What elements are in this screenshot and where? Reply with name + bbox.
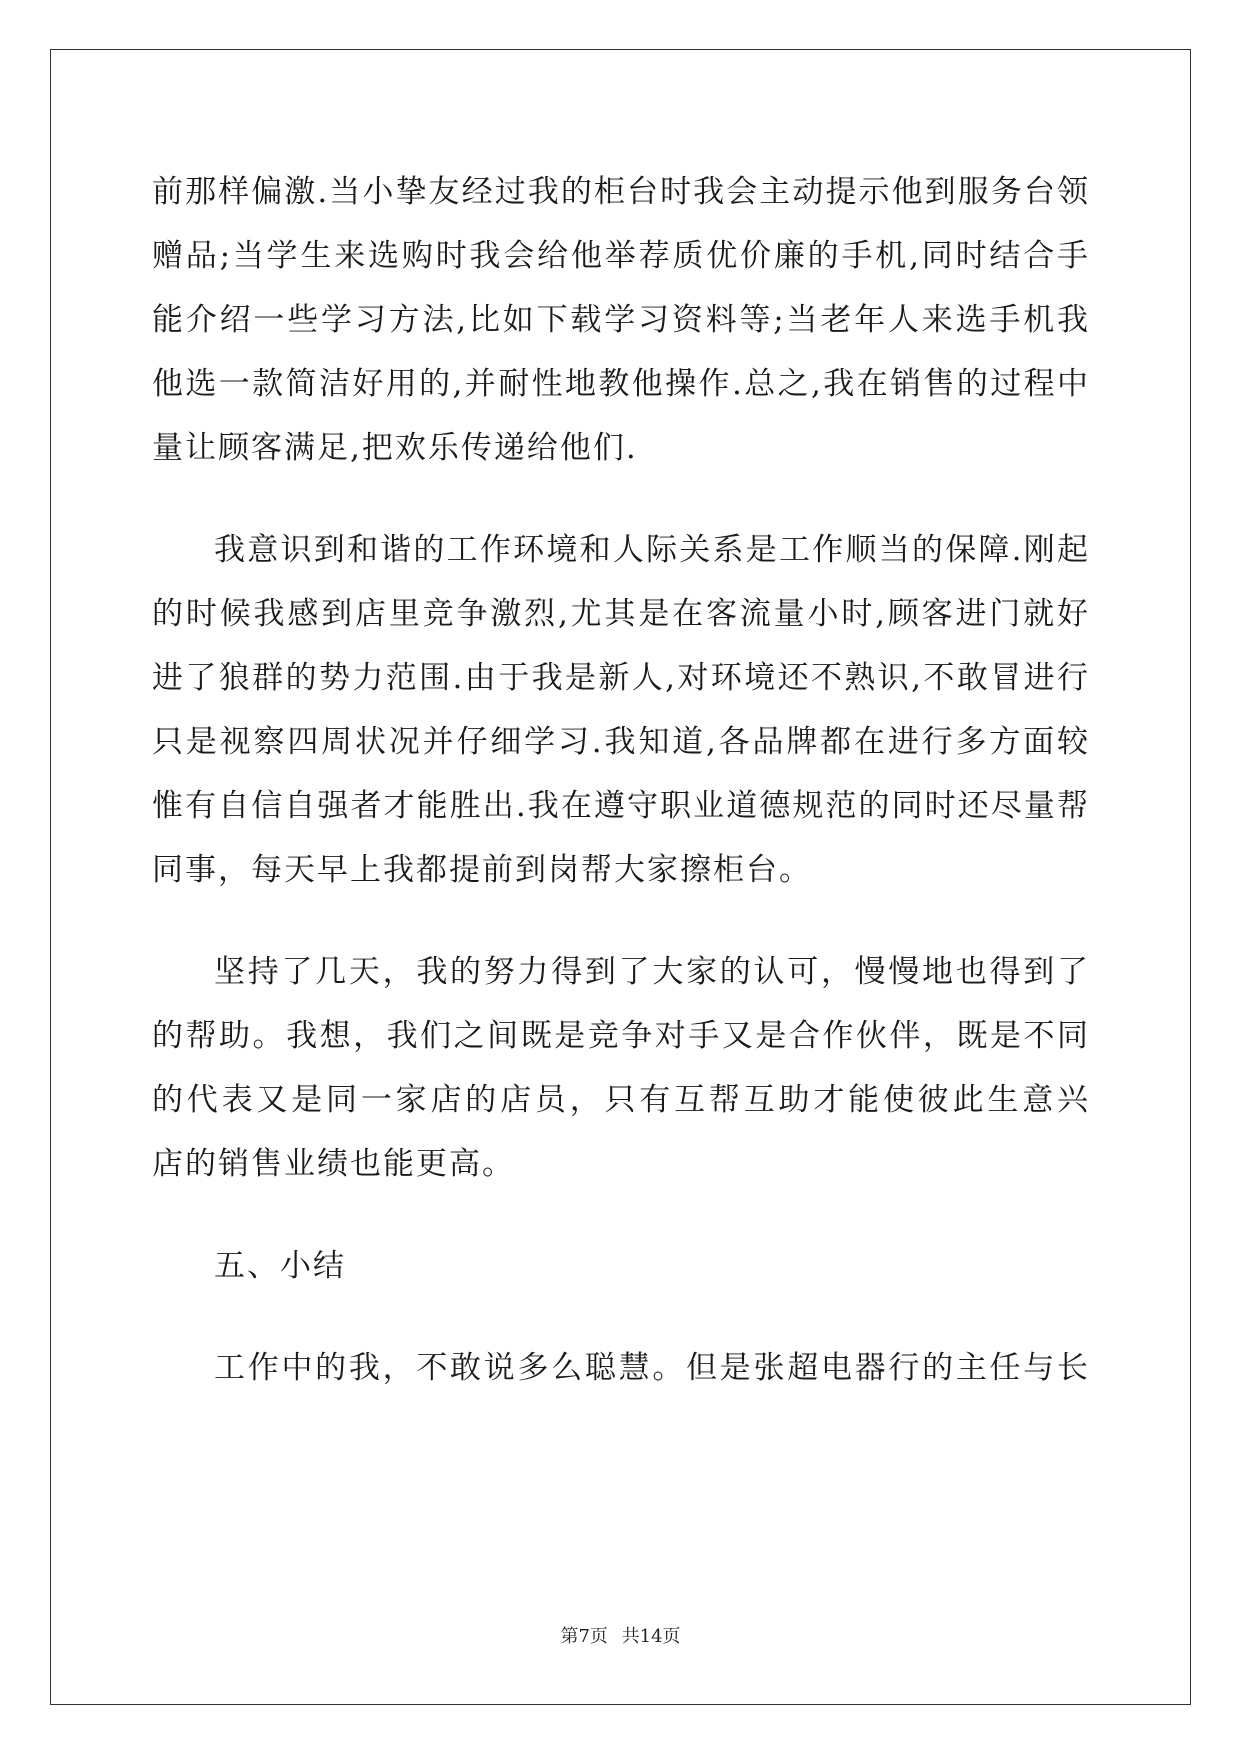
text-line: 他选一款简洁好用的,并耐性地教他操作.总之,我在销售的过程中 (152, 366, 1090, 402)
section-heading (152, 1234, 1090, 1298)
text-line: 我意识到和谐的工作环境和人际关系是工作顺当的保障.刚起 (214, 532, 1090, 568)
text-line: 店的销售业绩也能更高。 (152, 1146, 515, 1182)
text-line: 能介绍一些学习方法,比如下载学习资料等;当老年人来选手机我 (152, 302, 1090, 338)
text-line: 工作中的我，不敢说多么聪慧。但是张超电器行的主任与长 (214, 1350, 1090, 1386)
text-line: 只是视察四周状况并仔细学习.我知道,各品牌都在进行多方面较 (152, 724, 1090, 760)
page-total: 共14页 (621, 1626, 681, 1647)
text-line: 同事，每天早上我都提前到岗帮大家擦柜台。 (152, 852, 812, 888)
document-body (152, 160, 1090, 1400)
text-line: 前那样偏激.当小挚友经过我的柜台时我会主动提示他到服务台领 (152, 174, 1090, 210)
paragraph-5 (152, 1336, 1090, 1400)
text-line: 的代表又是同一家店的店员，只有互帮互助才能使彼此生意兴 (152, 1082, 1090, 1118)
text-line: 量让顾客满足,把欢乐传递给他们. (152, 430, 638, 466)
text-line: 进了狼群的势力范围.由于我是新人,对环境还不熟识,不敢冒进行 (152, 660, 1090, 696)
text-line: 惟有自信自强者才能胜出.我在遵守职业道德规范的同时还尽量帮 (152, 788, 1090, 824)
paragraph-3 (152, 940, 1090, 1196)
page-number: 第7页 (560, 1626, 608, 1647)
text-line: 的时候我感到店里竞争激烈,尤其是在客流量小时,顾客进门就好 (152, 596, 1090, 632)
text-line: 赠品;当学生来选购时我会给他举荐质优价廉的手机,同时结合手 (152, 238, 1090, 274)
paragraph-2 (152, 518, 1090, 902)
page-footer (0, 1622, 1241, 1648)
text-line: 的帮助。我想，我们之间既是竞争对手又是合作伙伴，既是不同 (152, 1018, 1090, 1054)
text-line: 坚持了几天，我的努力得到了大家的认可，慢慢地也得到了 (214, 954, 1090, 990)
section-heading-text: 五、小结 (214, 1248, 346, 1284)
paragraph-1 (152, 160, 1090, 480)
